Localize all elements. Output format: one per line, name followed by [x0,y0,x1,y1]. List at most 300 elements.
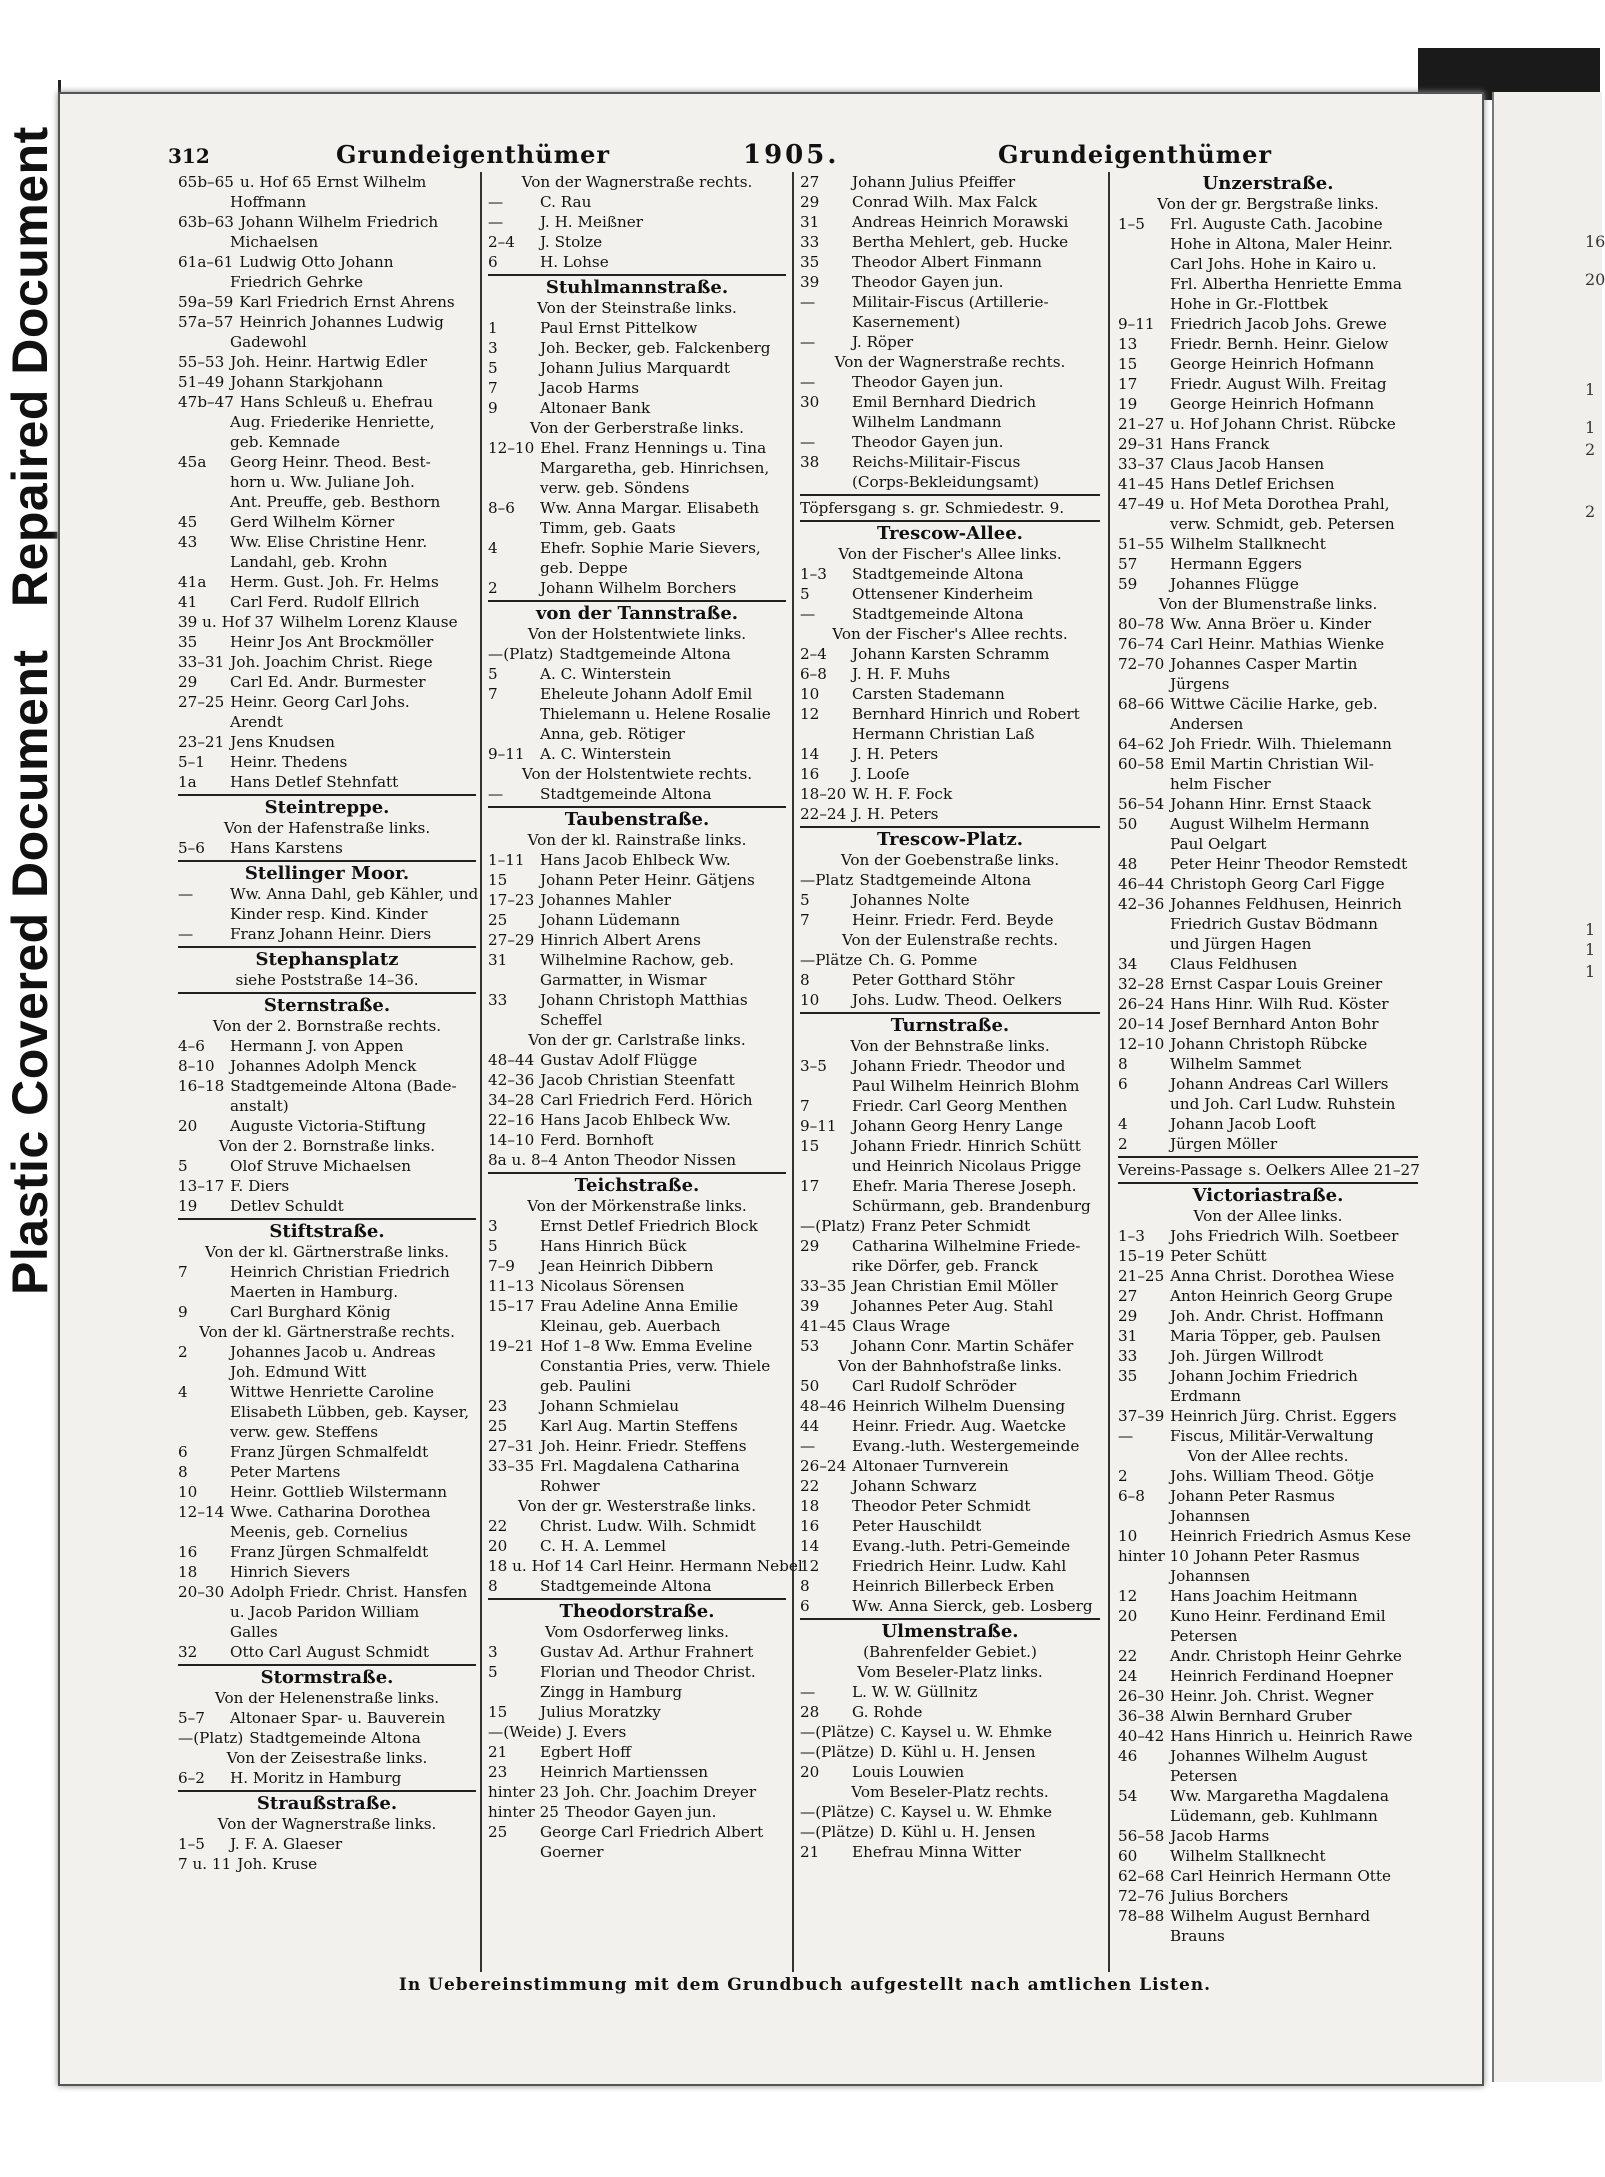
house-number: 5 [488,665,498,683]
street-heading: Stellinger Moor. [244,863,410,884]
owner-entry [488,970,786,990]
owner-entry [178,292,476,312]
owner-entry [178,1282,476,1302]
section-rule [800,1618,1100,1620]
house-number: 45a [178,453,207,471]
house-number [800,1156,852,1176]
owner-entry [1118,534,1418,554]
owner-name: Hans Jacob Ehlbeck Ww. [540,1111,731,1129]
owner-name: Christoph Georg Carl Figge [1170,875,1385,893]
owner-name: Zingg in Hamburg [540,1683,683,1701]
owner-name: (Corps-Bekleidungsamt) [852,473,1039,491]
owner-name: Hans Karstens [230,839,343,857]
house-number: 59 [1118,575,1138,593]
owner-entry [488,518,786,538]
owner-name: Josef Bernhard Anton Bohr [1170,1015,1379,1033]
owner-name: Andersen [1170,715,1244,733]
owner-entry [178,1036,476,1056]
house-number: 39 [800,273,820,291]
owner-name: Ch. G. Pomme [868,951,978,969]
owner-name: Carl Rudolf Schröder [852,1377,1017,1395]
house-number: 19 [1118,395,1138,413]
owner-name: verw. gew. Steffens [230,1423,379,1441]
house-number [800,412,852,432]
edge-number: 1 [1585,920,1596,939]
owner-entry [488,644,786,664]
house-number: 33–35 [488,1457,535,1475]
owner-name: Wittwe Henriette Caroline [230,1383,434,1401]
owner-name: Heinr. Friedr. Ferd. Beyde [852,911,1054,929]
owner-entry [800,910,1100,930]
house-number [178,472,230,492]
house-number: 21–27 [1118,415,1165,433]
owner-entry [800,784,1100,804]
owner-entry [488,664,786,684]
house-number: 8 [800,1577,810,1595]
owner-name: Claus Wrage [852,1317,951,1335]
direction-note: Von der 2. Bornstraße links. [218,1137,436,1155]
owner-entry [488,1336,786,1356]
owner-entry [1118,1246,1418,1266]
owner-entry [800,990,1100,1010]
house-number: — [1118,1427,1134,1445]
owner-entry [800,232,1100,252]
owner-name: Johann Wilhelm Friedrich [239,213,439,231]
house-number: 23–21 [178,733,225,751]
owner-entry [800,1702,1100,1722]
owner-entry [800,1576,1100,1596]
owner-entry [800,890,1100,910]
owner-entry [488,1256,786,1276]
house-number: 21 [800,1843,820,1861]
house-number: — [488,213,504,231]
house-number [1118,714,1170,734]
owner-name: Stadtgemeinde Altona (Bade- [230,1077,457,1095]
owner-name: Theodor Peter Schmidt [852,1497,1031,1515]
house-number: 56–54 [1118,795,1165,813]
owner-entry [488,498,786,518]
owner-name: J. Looſe [852,765,910,783]
house-number: 2 [1118,1467,1128,1485]
owner-entry [800,212,1100,232]
house-number [1118,1926,1170,1946]
owner-entry [800,252,1100,272]
section-rule [178,794,476,796]
owner-name: Johannes Flügge [1170,575,1299,593]
column-1 [178,172,479,1874]
edge-number: 2 [1585,502,1596,521]
owner-entry [1118,1566,1418,1586]
house-number: 21 [488,1743,508,1761]
house-number: 22–24 [800,805,847,823]
owner-name: Joh. Heinr. Friedr. Steffens [540,1437,747,1455]
owner-name: Elisabeth Lübben, geb. Kayser, [230,1403,470,1421]
owner-name: Hans Hinrich Bück [540,1237,687,1255]
owner-entry [178,232,476,252]
owner-name: rike Dörfer, geb. Franck [852,1257,1039,1275]
house-number: 12–14 [178,1503,225,1521]
owner-name: Johann Julius Pfeiffer [852,173,1016,191]
house-number: —(Weide) [488,1723,562,1741]
owner-entry [1118,1034,1418,1054]
house-number [178,552,230,572]
owner-entry [178,1442,476,1462]
house-number: 13 [1118,335,1138,353]
owner-name: Johannes Adolph Menck [230,1057,417,1075]
owner-entry [1118,1606,1418,1626]
owner-entry [178,512,476,532]
owner-name: Joh. Edmund Witt [230,1363,367,1381]
house-number: 41–45 [1118,475,1165,493]
owner-name: u. Hof 65 Ernst Wilhelm [239,173,427,191]
owner-entry [488,1722,786,1742]
house-number: 39 u. Hof 37 [178,613,274,631]
house-number: 6 [488,253,498,271]
owner-entry [488,1762,786,1782]
direction-note: Von der Steinstraße links. [537,299,737,317]
section-rule [800,826,1100,828]
owner-name: Carl Heinr. Mathias Wienke [1170,635,1385,653]
owner-name: D. Kühl u. H. Jensen [880,1823,1036,1841]
owner-entry [800,292,1100,312]
owner-entry [1118,1226,1418,1246]
column-divider [792,172,794,1972]
house-number: 53 [800,1337,820,1355]
house-number: 6–8 [800,665,827,683]
owner-name: Peter Gotthard Stöhr [852,971,1015,989]
direction-note: Von der Allee rechts. [1187,1447,1349,1465]
owner-name: Kleinau, geb. Auerbach [540,1317,721,1335]
owner-entry [800,564,1100,584]
house-number [1118,834,1170,854]
owner-entry [178,1116,476,1136]
owner-entry [488,1050,786,1070]
house-number: 12 [1118,1587,1138,1605]
owner-entry [488,744,786,764]
house-number [1118,774,1170,794]
house-number: 15 [488,871,508,889]
owner-entry [178,612,476,632]
section-rule [800,520,1100,522]
owner-name: Franz Peter Schmidt [871,1217,1031,1235]
house-number: 20 [178,1117,198,1135]
owner-entry [178,352,476,372]
direction-note: Von der Wagnerstraße rechts. [834,353,1066,371]
owner-entry [178,492,476,512]
house-number [1118,254,1170,274]
direction-note: Von der Mörkenstraße links. [527,1197,747,1215]
owner-entry [1118,1506,1418,1526]
owner-name: Carl Ed. Andr. Burmester [230,673,426,691]
house-number: 5–1 [178,753,205,771]
house-number [178,232,230,252]
house-number: 10 [1118,1527,1138,1545]
house-number [178,432,230,452]
section-rule [178,946,476,948]
owner-name: Hans Joachim Heitmann [1170,1587,1358,1605]
owner-name: Anton Heinrich Georg Grupe [1170,1287,1393,1305]
house-number: 31 [1118,1327,1138,1345]
house-number: 8 [1118,1055,1128,1073]
house-number: 5 [178,1157,188,1175]
house-number: 1 [488,319,498,337]
owner-name: Wilhelm Lorenz Klause [279,613,458,631]
owner-name: Carl Johs. Hohe in Kairo u. [1170,255,1377,273]
owner-name: Frl. Magdalena Catharina [540,1457,740,1475]
house-number: 27–25 [178,693,225,711]
owner-name: Paul Oelgart [1170,835,1267,853]
owner-entry [1118,934,1418,954]
house-number: 1a [178,773,197,791]
owner-entry [800,412,1100,432]
owner-name: Altonaer Bank [540,399,651,417]
house-number: 1–3 [1118,1227,1145,1245]
owner-name: Jean Heinrich Dibbern [540,1257,714,1275]
owner-entry [178,412,476,432]
owner-entry [800,1096,1100,1116]
owner-entry [800,1216,1100,1236]
street-heading: Trescow-Allee. [877,523,1023,544]
owner-name: Goerner [540,1843,604,1861]
owner-name: Carl Burghard König [230,1303,391,1321]
owner-name: Wittwe Cäcilie Harke, geb. [1170,695,1378,713]
column-3 [800,172,1100,1862]
owner-name: Heinr. Thedens [230,753,348,771]
owner-entry [1118,1094,1418,1114]
owner-name: u. Hof Meta Dorothea Prahl, [1170,495,1390,513]
owner-name: Franz Jürgen Schmalfeldt [230,1443,429,1461]
owner-entry [800,1516,1100,1536]
owner-entry [488,1802,786,1822]
house-number [488,1376,540,1396]
owner-name: Ehel. Franz Hennings u. Tina [540,439,767,457]
house-number [488,518,540,538]
edge-number: 2 [1585,440,1596,459]
owner-entry [1118,954,1418,974]
owner-name: J. H. Meißner [540,213,644,231]
owner-name: Johannes Peter Aug. Stahl [852,1297,1054,1315]
owner-entry [178,332,476,352]
owner-entry [178,772,476,792]
owner-name: Ludwig Otto Johann [239,253,394,271]
house-number: 47–49 [1118,495,1165,513]
owner-name: Ww. Anna Bröer u. Kinder [1170,615,1372,633]
house-number: 3–5 [800,1057,827,1075]
street-heading: Trescow-Platz. [877,829,1023,850]
owner-entry [488,252,786,272]
owner-entry [1118,614,1418,634]
house-number: 48–44 [488,1051,535,1069]
owner-name: Hermann J. von Appen [230,1037,404,1055]
owner-name: Hans Franck [1170,435,1270,453]
owner-entry [1118,1526,1418,1546]
house-number [178,1522,230,1542]
owner-entry [488,338,786,358]
owner-name: Hans Detlef Erichsen [1170,475,1335,493]
owner-name: u. Jacob Paridon William [230,1603,420,1621]
house-number: 16 [800,765,820,783]
house-number: 23 [488,1397,508,1415]
owner-name: horn u. Ww. Juliane Joh. [230,473,415,491]
house-number: 5 [800,585,810,603]
owner-entry [800,1682,1100,1702]
house-number [800,312,852,332]
owner-entry [488,1356,786,1376]
house-number: 22 [800,1477,820,1495]
house-number: 28 [800,1703,820,1721]
house-number [178,1096,230,1116]
owner-entry [178,1262,476,1282]
owner-entry [488,784,786,804]
street-heading: Unzerstraße. [1202,173,1334,194]
owner-entry [488,1576,786,1596]
owner-entry [1118,1706,1418,1726]
house-number: 3 [488,339,498,357]
owner-entry [178,672,476,692]
house-number: 8 [178,1463,188,1481]
owner-name: D. Kühl u. H. Jensen [880,1743,1036,1761]
owner-entry [178,592,476,612]
owner-entry [1118,754,1418,774]
owner-entry [488,930,786,950]
house-number: 3 [488,1217,498,1235]
owner-name: Michaelsen [230,233,319,251]
owner-entry [178,1562,476,1582]
owner-entry [488,1010,786,1030]
owner-entry [1118,814,1418,834]
owner-entry [178,1402,476,1422]
owner-entry [1118,1306,1418,1326]
owner-name: Brauns [1170,1927,1225,1945]
owner-name: Heinr. Friedr. Aug. Waetcke [852,1417,1066,1435]
owner-entry [178,432,476,452]
owner-name: Carl Ferd. Rudolf Ellrich [230,593,420,611]
owner-entry [1118,1846,1418,1866]
owner-name: Altonaer Turnverein [852,1457,1009,1475]
direction-note: Von der Bahnhofstraße links. [838,1357,1062,1375]
owner-entry [1118,1406,1418,1426]
owner-entry [488,870,786,890]
owner-entry [800,1436,1100,1456]
house-number: 12–10 [488,439,535,457]
owner-name: Petersen [1170,1627,1238,1645]
house-number: 5 [488,359,498,377]
owner-name: Johannes Casper Martin [1170,655,1358,673]
owner-name: Peter Schütt [1170,1247,1267,1265]
house-number: —Plätze [800,951,863,969]
owner-entry [800,1236,1100,1256]
section-rule [800,494,1100,496]
owner-entry [800,684,1100,704]
header-title-right: Grundeigenthümer [998,140,1272,169]
owner-name: A. C. Winterstein [540,665,672,683]
owner-entry [1118,554,1418,574]
house-number [1118,1094,1170,1114]
direction-note: Von der Hafenstraße links. [223,819,431,837]
owner-entry [178,1156,476,1176]
section-rule [488,274,786,276]
owner-entry [1118,1386,1418,1406]
owner-entry [1118,474,1418,494]
owner-entry [178,172,476,192]
owner-name: Karl Friedrich Ernst Ahrens [239,293,455,311]
owner-entry [800,1196,1100,1216]
owner-name: Stadtgemeinde Altona [559,645,731,663]
house-number: — [800,605,816,623]
owner-name: Johann Julius Marquardt [540,359,730,377]
house-number: 20–30 [178,1583,225,1601]
house-number: 19–21 [488,1337,535,1355]
house-number: 80–78 [1118,615,1165,633]
owner-name: Hermann Christian Laß [852,725,1035,743]
house-number: 10 [800,991,820,1009]
owner-entry [800,1256,1100,1276]
owner-name: Gustav Adolf Flügge [540,1051,698,1069]
house-number: 14–10 [488,1131,535,1149]
direction-note: Von der gr. Carlstraße links. [528,1031,746,1049]
owner-name: und Jürgen Hagen [1170,935,1312,953]
owner-name: Johann Peter Heinr. Gätjens [540,871,755,889]
owner-name: Bertha Mehlert, geb. Hucke [852,233,1069,251]
house-number: 48–46 [800,1397,847,1415]
owner-entry [1118,654,1418,674]
direction-note: Von der Fischer's Allee links. [838,545,1062,563]
owner-entry [1118,214,1418,234]
owner-entry [1118,1326,1418,1346]
house-number: 6–2 [178,1769,205,1787]
owner-name: Maerten in Hamburg. [230,1283,399,1301]
owner-entry [488,1842,786,1862]
owner-name: Heinrich Martienssen [540,1763,709,1781]
house-number: 46–44 [1118,875,1165,893]
owner-entry [800,1556,1100,1576]
house-number [178,1602,230,1622]
header-year: 1905. [743,140,840,170]
house-number [1118,1806,1170,1826]
owner-name: Kasernement) [852,313,961,331]
house-number: 29 [800,1237,820,1255]
owner-name: Altonaer Spar- u. Bauverein [230,1709,446,1727]
owner-entry [488,1070,786,1090]
owner-name: Johann Jochim Friedrich [1170,1367,1358,1385]
house-number [1118,274,1170,294]
owner-entry [1118,1160,1418,1180]
edge-number: 16 [1585,232,1605,251]
owner-name: Johannsen [1170,1567,1251,1585]
owner-name: Theodor Gayen jun. [852,433,1004,451]
owner-name: Johann Friedr. Theodor und [852,1057,1066,1075]
section-rule [178,1790,476,1792]
house-number: 20 [800,1763,820,1781]
owner-entry [1118,1686,1418,1706]
house-number: 61a–61 [178,253,234,271]
house-number: hinter 10 [1118,1547,1189,1565]
house-number: 4–6 [178,1037,205,1055]
owner-entry [488,1110,786,1130]
owner-entry [800,644,1100,664]
owner-name: August Wilhelm Hermann [1170,815,1370,833]
house-number [1118,1766,1170,1786]
owner-name: Johann Christoph Rübcke [1170,1035,1368,1053]
owner-entry [178,1622,476,1642]
owner-entry [178,472,476,492]
house-number: 43 [178,533,198,551]
owner-entry [178,1582,476,1602]
owner-name: Johannes Mahler [540,891,671,909]
owner-entry [178,1176,476,1196]
house-number [1118,1566,1170,1586]
house-number: — [488,193,504,211]
